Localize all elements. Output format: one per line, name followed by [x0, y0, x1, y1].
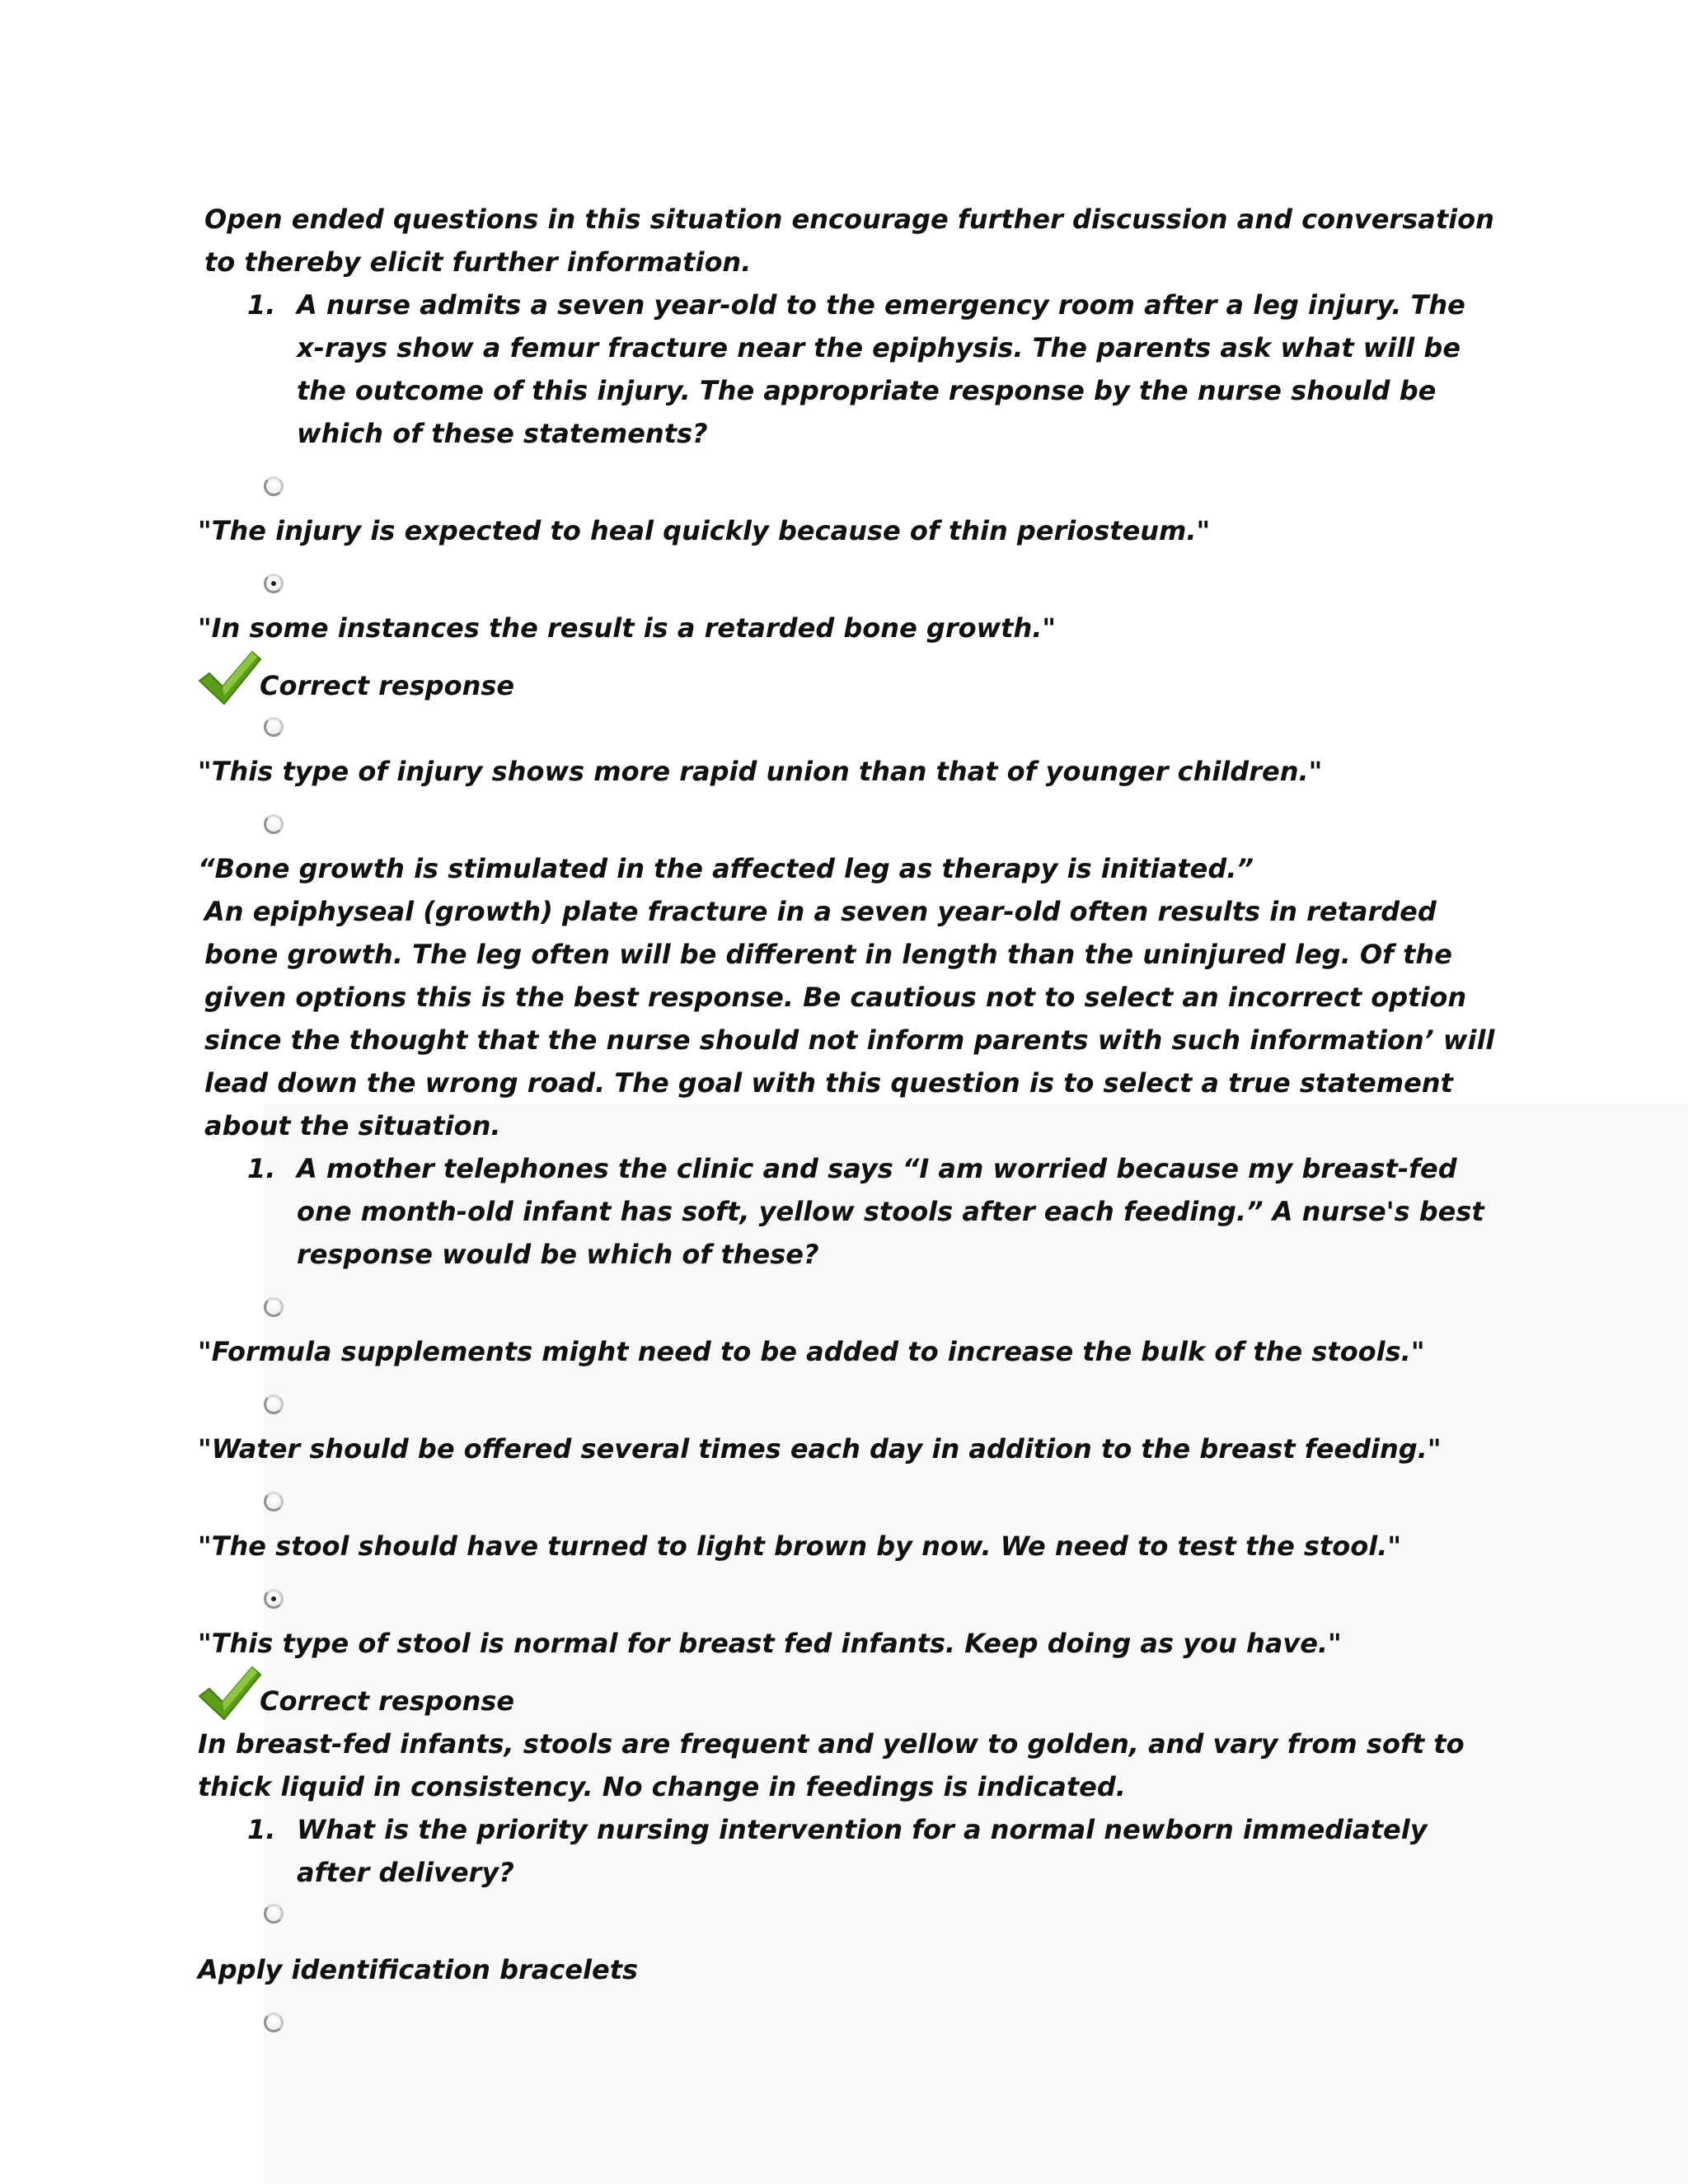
question-1	[247, 284, 1500, 455]
question-2	[247, 1147, 1500, 1276]
q1-option-1-radio[interactable]	[264, 476, 284, 496]
question-text: A mother telephones the clinic and says “I am worried because my breast-fed one month-old infant has soft, yellow stools after each feeding.” A nurse's best response would be which of these?	[297, 1153, 1484, 1270]
q2-option-2-label[interactable]: "Water should be offered several times each day in addition to the breast feeding."	[198, 1433, 1442, 1465]
checkmark-icon	[198, 1665, 262, 1721]
intro-explanation: Open ended questions in this situation encourage further discussion and conversation to thereby elicit further information.	[204, 204, 1494, 278]
q2-feedback	[198, 1665, 1500, 1722]
q2-option-1-radio[interactable]	[264, 1297, 284, 1317]
q1-option-2-label[interactable]: "In some instances the result is a retarded bone growth."	[198, 612, 1057, 644]
q3-option-2-radio[interactable]	[264, 2013, 284, 2032]
q1-feedback	[198, 649, 1500, 707]
q2-option-4-radio[interactable]	[264, 1589, 284, 1609]
quiz-page	[198, 198, 1500, 2046]
q2-option-4-label[interactable]: "This type of stool is normal for breast fed infants. Keep doing as you have."	[198, 1628, 1342, 1659]
q2-explanation: In breast-fed infants, stools are frequent and yellow to golden, and vary from soft to thick liquid in consistency. No change in feedings is indicated.	[198, 1728, 1465, 1802]
q2-option-3-radio[interactable]	[264, 1492, 284, 1511]
q1-explanation: An epiphyseal (growth) plate fracture in a seven year-old often results in retarded bone growth. The leg often will be different in length than the uninjured leg. Of the given options this is the best response. Be cautious not to select an incorrect option since the thought that the nurse should not inform parents with such information’ will lead down the wrong road. The goal with this question is to select a true statement about the situation.	[204, 896, 1495, 1141]
q1-option-1-label[interactable]: "The injury is expected to heal quickly because of thin periosteum."	[198, 515, 1211, 546]
question-number: 1.	[247, 1153, 276, 1184]
q3-option-1-label[interactable]: Apply identification bracelets	[198, 1954, 639, 1985]
feedback-label: Correct response	[260, 670, 515, 701]
q1-option-4-radio[interactable]	[264, 814, 284, 834]
q1-option-2-radio[interactable]	[264, 574, 284, 593]
feedback-label: Correct response	[260, 1685, 515, 1717]
question-number: 1.	[247, 1814, 276, 1845]
q2-option-1-label[interactable]: "Formula supplements might need to be added to increase the bulk of the stools."	[198, 1336, 1425, 1367]
q1-option-3-radio[interactable]	[264, 717, 284, 737]
question-number: 1.	[247, 289, 276, 321]
question-text: A nurse admits a seven year-old to the emergency room after a leg injury. The x-rays show a femur fracture near the epiphysis. The parents ask what will be the outcome of this injury. The appropriate response by the nurse should be which of these statements?	[297, 289, 1465, 449]
q1-option-4-label[interactable]: “Bone growth is stimulated in the affected leg as therapy is initiated.”	[198, 853, 1254, 884]
q2-option-2-radio[interactable]	[264, 1394, 284, 1414]
q1-option-3-label[interactable]: "This type of injury shows more rapid union than that of younger children."	[198, 756, 1323, 787]
question-3	[247, 1808, 1500, 1894]
q2-option-3-label[interactable]: "The stool should have turned to light brown by now. We need to test the stool."	[198, 1530, 1402, 1562]
checkmark-icon	[198, 649, 262, 705]
q3-option-1-radio[interactable]	[264, 1904, 284, 1924]
question-text: What is the priority nursing intervention for a normal newborn immediately after delivery?	[297, 1814, 1428, 1888]
